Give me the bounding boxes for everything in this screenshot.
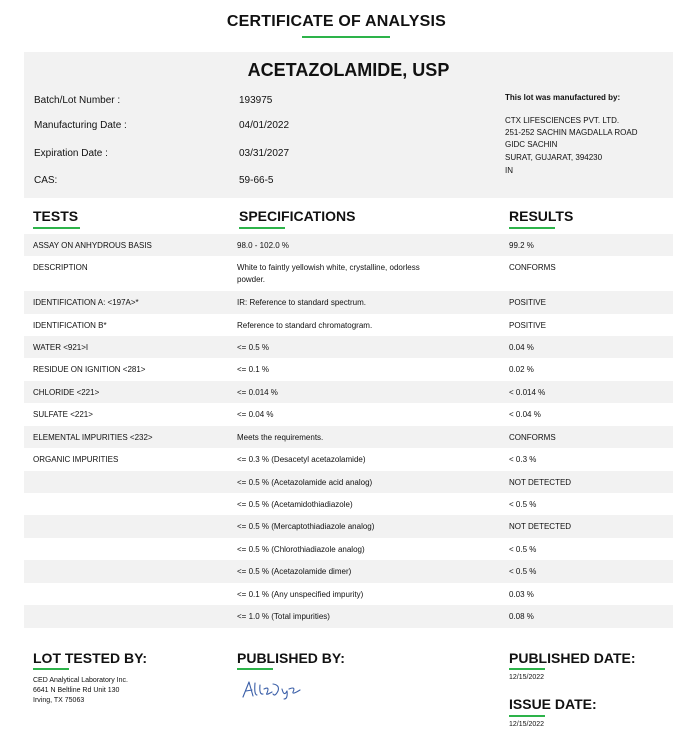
result: < 0.3 % <box>509 455 537 464</box>
specification: <= 0.5 % (Chlorothiadiazole analog) <box>237 545 365 554</box>
result: 0.08 % <box>509 612 534 621</box>
table-row <box>24 493 673 515</box>
test-name: RESIDUE ON IGNITION <281> <box>33 365 146 374</box>
specification: <= 0.1 % <box>237 365 270 374</box>
manufacturer-line: SURAT, GUJARAT, 394230 <box>505 153 603 162</box>
result: CONFORMS <box>509 433 556 442</box>
product-header <box>24 52 673 198</box>
result: CONFORMS <box>509 263 556 272</box>
manufacturing-date-label: Manufacturing Date : <box>34 120 127 131</box>
batch-value: 193975 <box>239 95 273 106</box>
manufacturer-line: GIDC SACHIN <box>505 140 558 149</box>
table-row <box>24 515 673 538</box>
specification: <= 0.3 % (Desacetyl acetazolamide) <box>237 455 366 464</box>
expiration-date-value: 03/31/2027 <box>239 148 290 159</box>
result: < 0.5 % <box>509 500 537 509</box>
published-by-heading: PUBLISHED BY: <box>237 650 345 666</box>
manufacturer-line: IN <box>505 166 513 175</box>
cas-label: CAS: <box>34 175 58 186</box>
result: 0.02 % <box>509 365 534 374</box>
table-row <box>24 336 673 358</box>
specification: IR: Reference to standard spectrum. <box>237 298 366 307</box>
specification: Meets the requirements. <box>237 433 324 442</box>
table-row <box>24 426 673 448</box>
result: < 0.04 % <box>509 410 541 419</box>
manufacturer-line: CTX LIFESCIENCES PVT. LTD. <box>505 116 620 125</box>
results-heading-underline <box>509 227 555 229</box>
result: 0.03 % <box>509 590 534 599</box>
published-date-value: 12/15/2022 <box>509 674 545 681</box>
issue-date-heading: ISSUE DATE: <box>509 696 597 712</box>
specification: Reference to standard chromatogram. <box>237 321 373 330</box>
page-title: CERTIFICATE OF ANALYSIS <box>226 13 447 30</box>
manufacturer-heading: This lot was manufactured by: <box>505 93 621 102</box>
test-name: SULFATE <221> <box>33 410 93 419</box>
table-row <box>24 560 673 583</box>
issue-date-value: 12/15/2022 <box>509 721 545 728</box>
published-date-underline <box>509 668 545 670</box>
lab-name: CED Analytical Laboratory Inc. <box>33 677 128 684</box>
specifications-column-heading: SPECIFICATIONS <box>239 208 356 224</box>
batch-label: Batch/Lot Number : <box>34 95 121 106</box>
test-name: IDENTIFICATION B* <box>33 321 107 330</box>
lot-tested-by-underline <box>33 668 69 670</box>
table-row <box>24 538 673 560</box>
result: 99.2 % <box>509 241 534 250</box>
test-name: WATER <921>I <box>33 343 89 352</box>
published-by-underline <box>237 668 273 670</box>
test-name: CHLORIDE <221> <box>33 388 100 397</box>
table-row <box>24 381 673 403</box>
result: POSITIVE <box>509 298 546 307</box>
test-name: ELEMENTAL IMPURITIES <232> <box>33 433 153 442</box>
table-row <box>24 583 673 605</box>
title-underline <box>302 36 390 38</box>
specification: <= 0.5 % <box>237 343 270 352</box>
table-row <box>24 234 673 256</box>
table-row <box>24 256 673 291</box>
result: NOT DETECTED <box>509 522 572 531</box>
specification: <= 0.04 % <box>237 410 274 419</box>
tests-heading-underline <box>33 227 80 229</box>
table-row <box>24 471 673 493</box>
cas-value: 59-66-5 <box>239 175 274 186</box>
table-row <box>24 605 673 628</box>
lab-address-line: 6641 N Beltline Rd Unit 130 <box>33 687 120 694</box>
table-row <box>24 448 673 471</box>
results-table <box>24 234 673 628</box>
test-name: ORGANIC IMPURITIES <box>33 455 119 464</box>
test-name: ASSAY ON ANHYDROUS BASIS <box>33 241 152 250</box>
results-column-heading: RESULTS <box>509 208 574 224</box>
result: < 0.5 % <box>509 545 537 554</box>
specifications-heading-underline <box>239 227 285 229</box>
expiration-date-label: Expiration Date : <box>34 148 108 159</box>
specification: 98.0 - 102.0 % <box>237 241 290 250</box>
table-row <box>24 291 673 314</box>
result: < 0.014 % <box>509 388 546 397</box>
result: NOT DETECTED <box>509 478 572 487</box>
lab-address-line: Irving, TX 75063 <box>33 697 85 704</box>
test-name: IDENTIFICATION A: <197A>* <box>33 298 139 307</box>
issue-date-underline <box>509 715 545 717</box>
product-name: ACETAZOLAMIDE, USP <box>247 60 450 80</box>
lot-tested-by-heading: LOT TESTED BY: <box>33 650 148 666</box>
table-row <box>24 403 673 426</box>
specification: <= 0.5 % (Acetazolamide acid analog) <box>237 478 373 487</box>
specification: <= 0.5 % (Mercaptothiadiazole analog) <box>237 522 375 531</box>
specification: White to faintly yellowish white, crystalline, odorless powder. <box>237 263 420 284</box>
test-name: DESCRIPTION <box>33 263 88 272</box>
published-date-heading: PUBLISHED DATE: <box>509 650 636 666</box>
signature-image <box>240 677 304 701</box>
table-row <box>24 358 673 381</box>
specification: <= 0.014 % <box>237 388 278 397</box>
result: POSITIVE <box>509 321 546 330</box>
specification: <= 0.1 % (Any unspecified impurity) <box>237 590 364 599</box>
specification: <= 0.5 % (Acetamidothiadiazole) <box>237 500 353 509</box>
result: 0.04 % <box>509 343 534 352</box>
result: < 0.5 % <box>509 567 537 576</box>
tests-column-heading: TESTS <box>33 208 79 224</box>
manufacturing-date-value: 04/01/2022 <box>239 120 290 131</box>
table-row <box>24 314 673 336</box>
specification: <= 0.5 % (Acetazolamide dimer) <box>237 567 352 576</box>
manufacturer-line: 251-252 SACHIN MAGDALLA ROAD <box>505 128 638 137</box>
specification: <= 1.0 % (Total impurities) <box>237 612 330 621</box>
